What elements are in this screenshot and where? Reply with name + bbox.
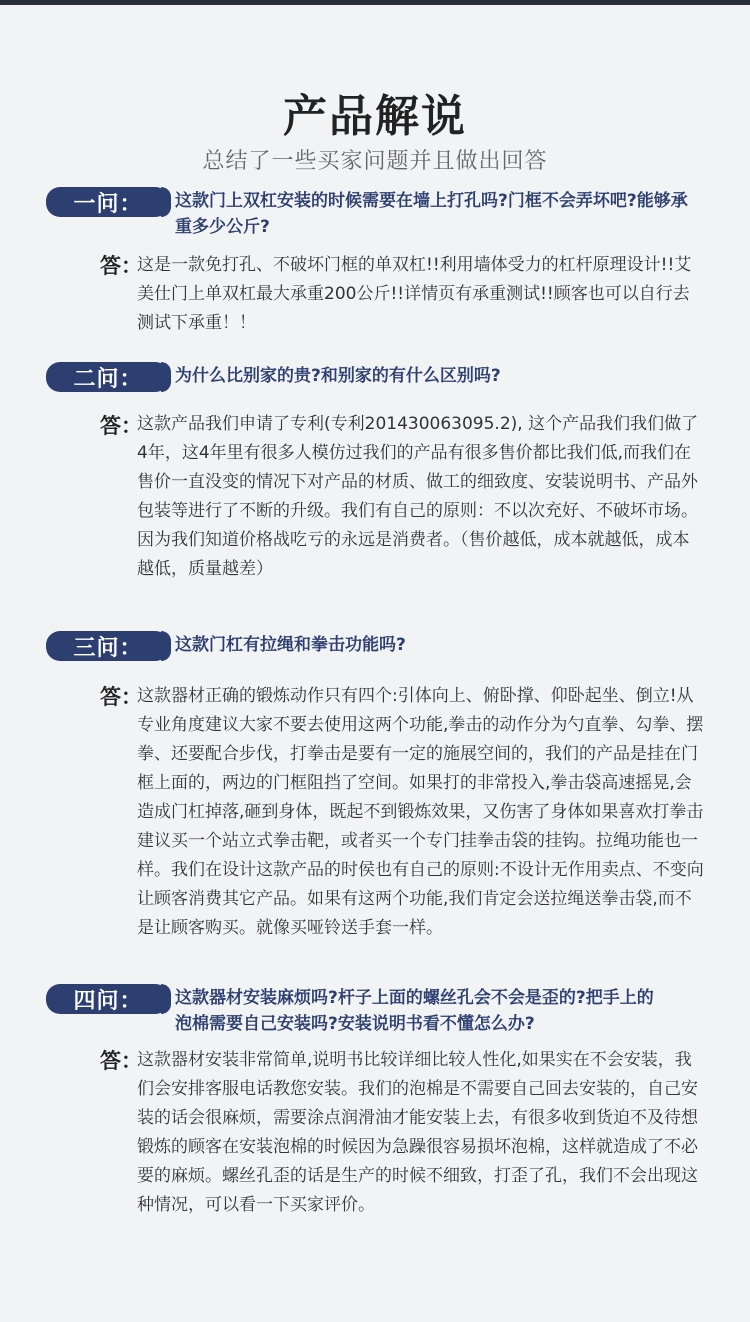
question-text: 为什么比别家的贵?和别家的有什么区别吗? xyxy=(175,366,501,386)
page-title: 产品解说 xyxy=(283,91,467,142)
question-label: 二问： xyxy=(46,362,170,392)
question-label: 四问： xyxy=(46,984,170,1014)
answer-label: 答： xyxy=(100,1049,142,1073)
question-label: 一问： xyxy=(46,187,170,217)
answer-text: 这款器材安装非常简单,说明书比较详细比较人性化,如果实在不会安装，我们会安排客服电话教您安装。我们的泡棉是不需要自己回去安装的，自己安装的话会很麻烦，需要涂点润滑油才能安装上去，有很多收到货迫不及待想锻炼的顾客在安装泡棉的时候因为急躁很容易损坏泡棉，这样就造成了不必要的麻烦。螺丝孔歪的话是生产的时候不细致，打歪了孔，我们不会出现这种情况，可以看一下买家评价。 xyxy=(137,1050,698,1215)
answer-text: 这是一款免打孔、不破坏门框的单双杠!!利用墙体受力的杠杆原理设计!!艾美仕门上单双杠最大承重200公斤!!详情页有承重测试!!顾客也可以自行去测试下承重！！ xyxy=(137,255,692,333)
answer-label: 答： xyxy=(100,685,142,709)
page-subtitle: 总结了一些买家问题并且做出回答 xyxy=(202,149,548,174)
answer-text: 这款器材正确的锻炼动作只有四个:引体向上、俯卧撑、仰卧起坐、倒立!从专业角度建议大家不要去使用这两个功能,拳击的动作分为勺直拳、勾拳、摆拳、还要配合步伐，打拳击是要有一定的施展空间的，我们的产品是挂在门框上面的，两边的门框阻挡了空间。如果打的非常投入,拳击袋高速摇晃,会造成门杠掉落,砸到身体，既起不到锻炼效果，又伤害了身体如果喜欢打拳击建议买一个站立式拳击靶，或者买一个专门挂拳击袋的挂钩。拉绳功能也一样。我们在设计这款产品的时侯也有自己的原则:不设计无作用卖点、不变向让顾客消费其它产品。如果有这两个功能,我们肯定会送拉绳送拳击袋,而不是让顾客购买。就像买哑铃送手套一样。 xyxy=(137,686,704,938)
question-label: 三问： xyxy=(46,631,170,661)
question-text: 这款器材安装麻烦吗?杆子上面的螺丝孔会不会是歪的?把手上的泡棉需要自己安装吗?安装说明书看不懂怎么办? xyxy=(175,988,654,1034)
answer-label: 答： xyxy=(100,254,142,278)
question-text: 这款门上双杠安装的时候需要在墙上打孔吗?门框不会弄坏吧?能够承重多少公斤? xyxy=(175,191,688,237)
question-text: 这款门杠有拉绳和拳击功能吗? xyxy=(175,635,406,655)
top-bar xyxy=(0,0,750,5)
answer-label: 答： xyxy=(100,414,142,438)
answer-text: 这款产品我们申请了专利(专利201430063095.2), 这个产品我们我们做了4年，这4年里有很多人模仿过我们的产品有很多售价都比我们低,而我们在售价一直没变的情况下对产品的材质、做工的细致度、安装说明书、产品外包装等进行了不断的升级。我们有自己的原则：不以次充好、不破坏市场。因为我们知道价格战吃亏的永远是消费者。（售价越低，成本就越低，成本越低，质量越差） xyxy=(137,414,699,579)
